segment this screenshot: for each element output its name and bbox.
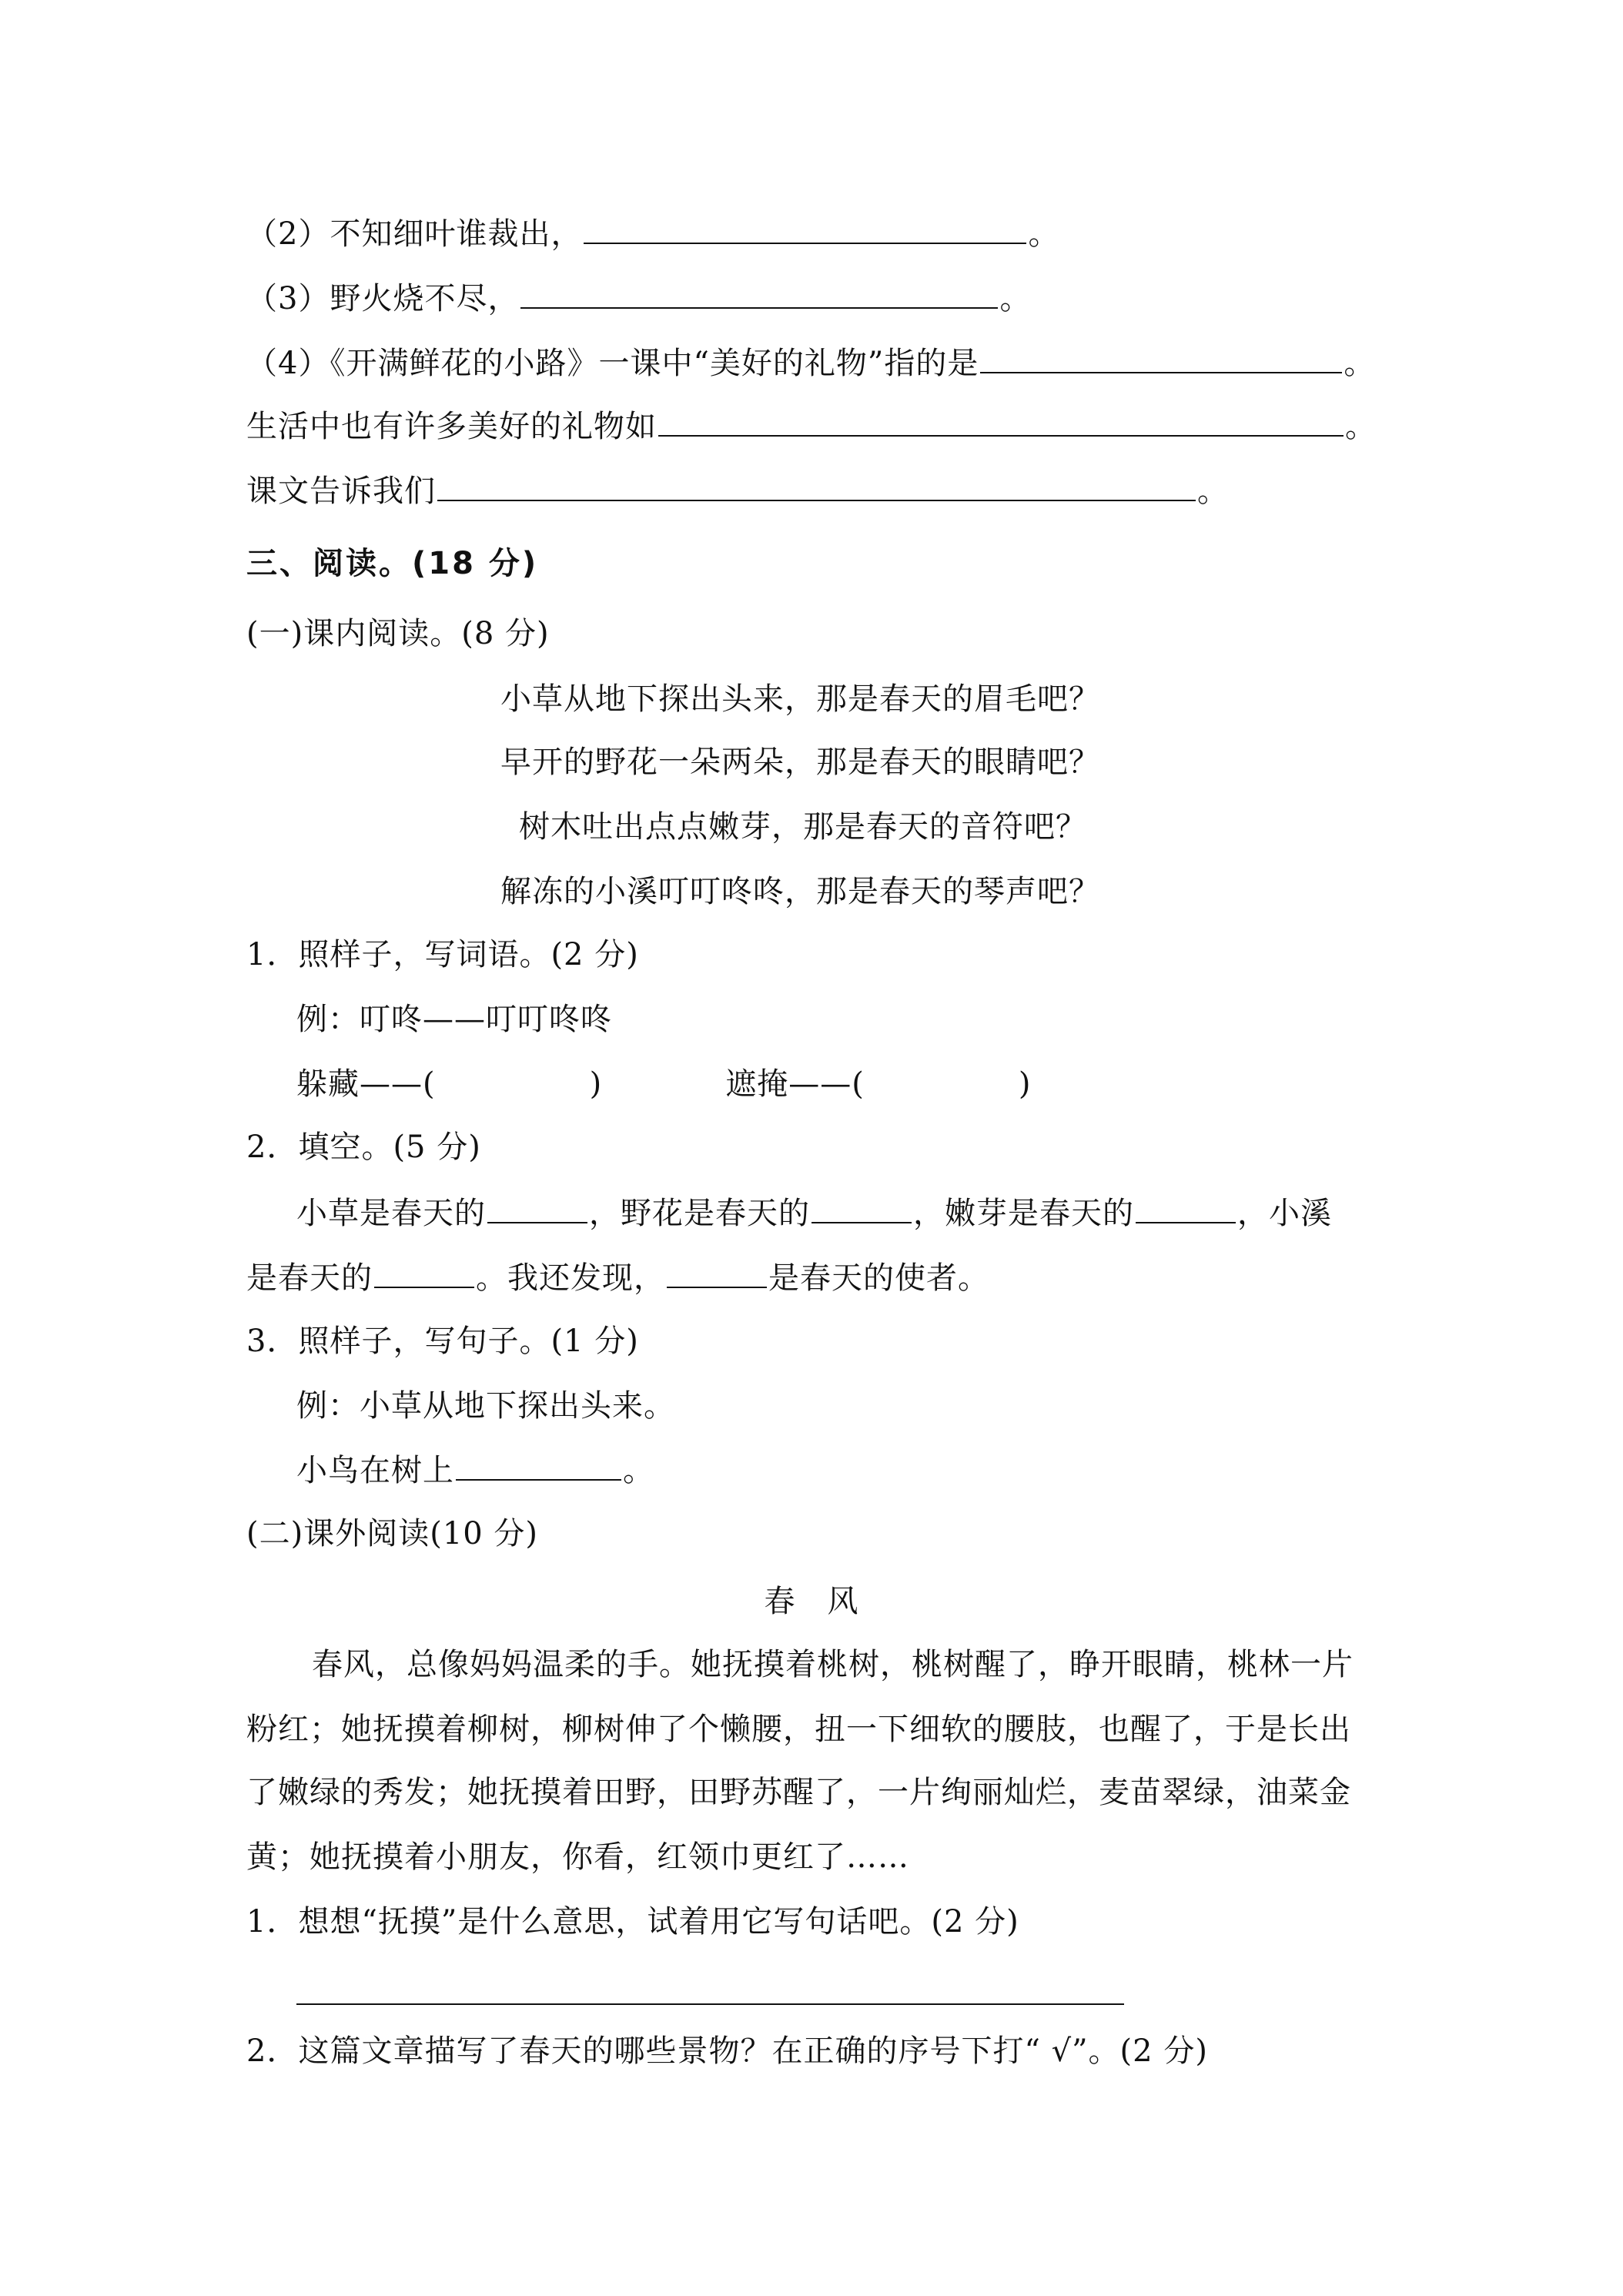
part1-q3-title: 3．照样子，写句子。(1 分)	[246, 1324, 639, 1359]
q4b-prefix: 生活中也有许多美好的礼物如	[246, 409, 657, 444]
q4b-answer-blank[interactable]	[658, 406, 1344, 437]
story-line-2: 粉红；她抚摸着柳树，柳树伸了个懒腰，扭一下细软的腰肢，也醒了，于是长出	[246, 1712, 1351, 1747]
q4-prefix: （4）《开满鲜花的小路》一课中“美好的礼物”指的是	[246, 346, 979, 381]
poem-fill-q4c	[246, 470, 1229, 513]
q4c-prefix: 课文告诉我们	[246, 474, 436, 509]
fill-text-a: 小草是春天的	[296, 1196, 486, 1231]
part2-q2: 2．这篇文章描写了春天的哪些景物？在正确的序号下打“ √”。(2 分)	[246, 2033, 1208, 2069]
q4c-answer-blank[interactable]	[437, 470, 1196, 501]
fill-text-b: ，野花是春天的	[589, 1196, 810, 1231]
q4b-suffix: 。	[1345, 409, 1377, 444]
part1-q3-example: 例：小草从地下探出头来。	[296, 1388, 675, 1424]
item2-prefix: 遮掩——(	[725, 1066, 865, 1102]
q4-suffix: 。	[1344, 346, 1376, 381]
fill-text-g: 是春天的使者。	[768, 1260, 989, 1296]
part2-title: (二)课外阅读(10 分)	[246, 1516, 539, 1551]
fill-blank-3[interactable]	[1136, 1193, 1236, 1223]
story-line-3: 了嫩绿的秀发；她抚摸着田野，田野苏醒了，一片绚丽灿烂，麦苗翠绿，油菜金	[246, 1775, 1351, 1810]
fill-text-e: 是春天的	[246, 1260, 373, 1296]
item1-suffix: )	[589, 1066, 603, 1102]
q2-suffix: 。	[1028, 216, 1060, 252]
fill-blank-5[interactable]	[667, 1257, 767, 1288]
part1-q2-line2	[246, 1257, 989, 1300]
fill-text-f: 。我还发现，	[476, 1260, 665, 1296]
q3-prompt-suffix: 。	[623, 1453, 654, 1488]
q3-suffix: 。	[999, 281, 1032, 316]
poem-line-1: 小草从地下探出头来，那是春天的眉毛吧？	[500, 681, 1100, 717]
poem-fill-q4b	[246, 405, 1377, 448]
q3-prefix: （3）野火烧不尽，	[246, 281, 520, 316]
part2-q1: 1．想想“抚摸”是什么意思，试着用它写句话吧。(2 分)	[246, 1904, 1019, 1940]
q2-answer-blank[interactable]	[584, 213, 1026, 244]
fill-text-c: ，嫩芽是春天的	[913, 1196, 1134, 1231]
part1-q2-line1	[296, 1192, 1332, 1235]
poem-fill-q4	[246, 342, 1375, 385]
fill-blank-1[interactable]	[487, 1193, 587, 1223]
story-title: 春 风	[764, 1584, 859, 1619]
section3-title: 三、阅读。(18 分)	[246, 546, 539, 581]
fill-text-d: ，小溪	[1237, 1196, 1332, 1231]
q4-answer-blank[interactable]	[980, 343, 1342, 373]
story-line-1: 春风，总像妈妈温柔的手。她抚摸着桃树，桃树醒了，睁开眼睛，桃林一片	[312, 1647, 1354, 1682]
q3-answer-blank[interactable]	[520, 278, 998, 309]
part1-q2-title: 2．填空。(5 分)	[246, 1130, 481, 1165]
poem-line-4: 解冻的小溪叮叮咚咚，那是春天的琴声吧？	[500, 874, 1100, 909]
fill-blank-4[interactable]	[374, 1257, 474, 1288]
q3-prompt-text: 小鸟在树上	[296, 1453, 454, 1488]
q4c-suffix: 。	[1197, 474, 1229, 509]
fill-blank-2[interactable]	[812, 1193, 912, 1223]
poem-line-3: 树木吐出点点嫩芽，那是春天的音符吧？	[519, 809, 1087, 845]
poem-fill-q2	[246, 213, 1059, 256]
part1-q1-items	[296, 1063, 1031, 1106]
part2-q1-answer-line[interactable]	[296, 2003, 1124, 2005]
story-line-4: 黄；她抚摸着小朋友，你看，红领巾更红了……	[246, 1839, 909, 1875]
part1-q1-example: 例：叮咚——叮叮咚咚	[296, 1002, 612, 1037]
poem-fill-q3	[246, 277, 1031, 320]
part1-q3-prompt	[296, 1449, 654, 1492]
item2-suffix: )	[1018, 1066, 1032, 1102]
poem-line-2: 早开的野花一朵两朵，那是春天的眼睛吧？	[500, 745, 1100, 780]
q2-prefix: （2）不知细叶谁裁出，	[246, 216, 583, 252]
item1-prefix: 躲藏——(	[296, 1066, 436, 1102]
part1-q1-title: 1．照样子，写词语。(2 分)	[246, 937, 639, 972]
q3-answer-blank-sentence[interactable]	[456, 1450, 621, 1481]
part1-title: (一)课内阅读。(8 分)	[246, 616, 550, 651]
